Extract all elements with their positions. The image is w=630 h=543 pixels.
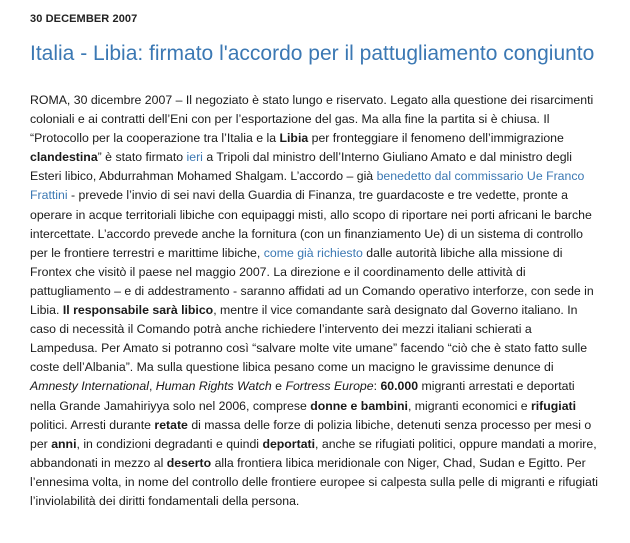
body-bold: anni bbox=[51, 436, 77, 451]
body-text: di massa delle forze di polizia libiche, detenuti senza processo per mesi o per bbox=[30, 417, 592, 451]
body-bold: Il responsabile sarà libico bbox=[62, 303, 214, 318]
body-bold: Libia bbox=[279, 131, 309, 146]
body-text: dalle autorità libiche alla missione di Frontex che visitò il paese nel maggio 2007. La direzione e il coordinamento delle attività di pattugliamento – e di addestramento - saranno affidati ad un Comando operativo interforze, con sede in Libia. bbox=[30, 245, 594, 318]
body-bold: 60.000 bbox=[380, 379, 419, 394]
body-text: ” è stato firmato bbox=[97, 150, 187, 165]
body-text: alla frontiera libica meridionale con Niger, Chad, Sudan e Egitto. Per l’ennesima volta, in nome del controllo delle frontiere europee si calpesta sulla pelle di migranti e rifugiati l’inviolabilità dei diritti fondamentali della persona. bbox=[30, 455, 599, 508]
body-text: , in condizioni degradanti e quindi bbox=[76, 436, 263, 451]
body-text: ROMA, 30 dicembre 2007 – Il negoziato è stato lungo e riservato. Legato alla questione dei risarcimenti coloniali e ai contratti dell’Eni con per l’esportazione del gas. Ma alla fine la partita si è chiusa. Il “Protocollo per la cooperazione tra l’Italia e la bbox=[30, 93, 594, 146]
body-text: a Tripoli dal ministro dell’Interno Giuliano Amato e dal ministro degli Esteri libico, Abdurrahman Mohamed Shalgam. L’accordo – già bbox=[30, 150, 573, 184]
post-body bbox=[30, 91, 600, 511]
body-text: : bbox=[373, 379, 381, 394]
body-text: , anche se rifugiati politici, oppure mandati a morire, abbandonati in mezzo al bbox=[30, 436, 597, 470]
body-text: per fronteggiare il fenomeno dell’immigrazione bbox=[308, 131, 564, 146]
body-italic: Human Rights Watch bbox=[155, 379, 272, 394]
body-text: politici. Arresti durante bbox=[30, 417, 155, 432]
body-bold: donne e bambini bbox=[310, 398, 408, 413]
body-text: , mentre il vice comandante sarà designato dal Governo italiano. In caso di necessità il Comando potrà anche richiedere l’intervento dei mezzi italiani schierati a Lampedusa. Per Amato si potranno così “salvare molte vite umane” facendo “ciò che è stato fatto sulle coste dell’Albania”. Ma sulla questione libica pesano come un macigno le gravissime denunce di bbox=[30, 303, 588, 375]
body-bold: deportati bbox=[262, 436, 316, 451]
link-come-gia-richiesto[interactable]: come già richiesto bbox=[263, 245, 363, 260]
body-bold: clandestina bbox=[30, 150, 98, 165]
link-frattini[interactable]: benedetto dal commissario Ue Franco Frattini bbox=[30, 169, 585, 203]
blog-post bbox=[30, 12, 610, 511]
post-date: 30 DECEMBER 2007 bbox=[30, 13, 138, 25]
post-title: Italia - Libia: firmato l'accordo per il pattugliamento congiunto bbox=[30, 42, 595, 65]
link-ieri[interactable]: ieri bbox=[186, 150, 203, 165]
body-italic: Amnesty International bbox=[30, 379, 149, 394]
body-text: , bbox=[148, 379, 156, 394]
body-text: , migranti economici e bbox=[407, 398, 531, 413]
body-bold: rifugiati bbox=[530, 398, 577, 413]
body-text: migranti arrestati e deportati nella Grande Jamahiriyya solo nel 2006, comprese bbox=[30, 379, 575, 413]
body-italic: Fortress Europe bbox=[285, 379, 374, 394]
body-text: - prevede l’invio di sei navi della Guardia di Finanza, tre guardacoste e tre vedette, pronte a operare in acque territoriali libiche con equipaggi misti, allo scopo di riportare nei porti africani le barche intercettate. L’accordo prevede anche la fornitura (con un finanziamento Ue) di un sistema di controllo per le frontiere terrestri e marittime libiche, bbox=[30, 188, 592, 260]
body-bold: deserto bbox=[166, 455, 212, 470]
body-text: e bbox=[271, 379, 286, 394]
body-bold: retate bbox=[154, 417, 188, 432]
